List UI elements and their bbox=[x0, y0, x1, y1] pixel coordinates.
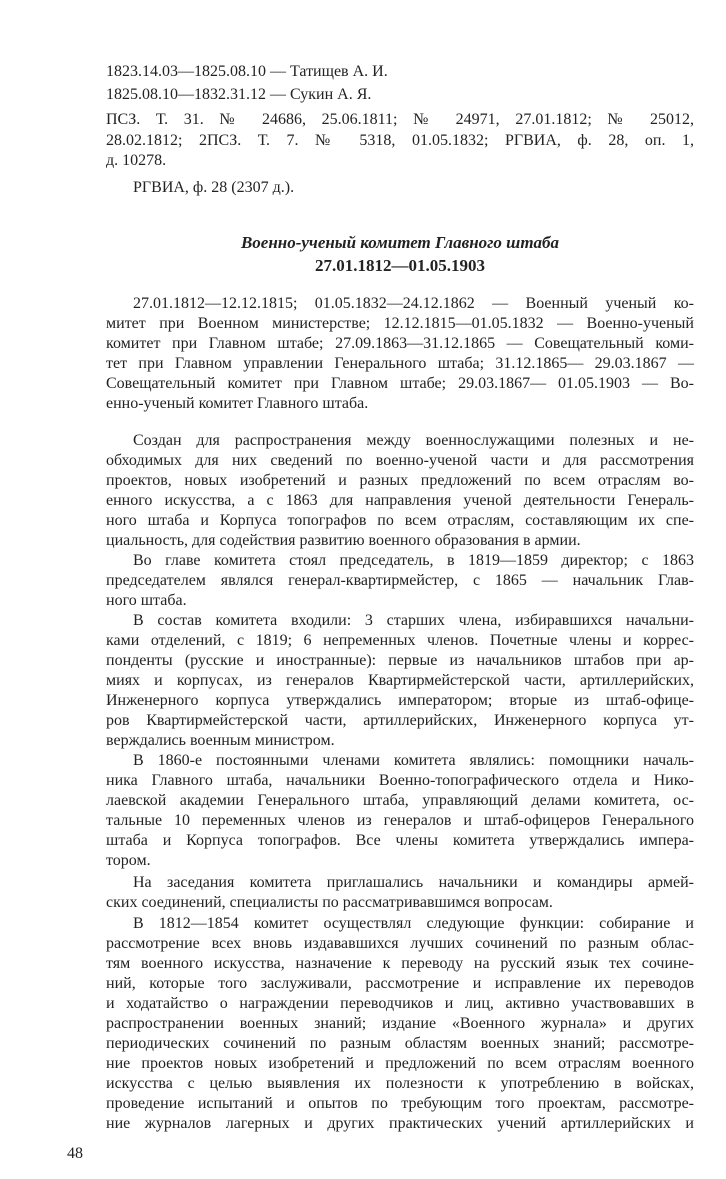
history-line: комитет при Главном штабе; 27.09.1863—31.12.1865 — Совещательный коми- bbox=[106, 335, 694, 352]
paragraph-line: В состав комитета входили: 3 старших члена, избиравшихся начальни- bbox=[133, 612, 694, 629]
page-number: 48 bbox=[67, 1145, 83, 1162]
paragraph-line: рассмотрение всех вновь издававшихся лучших сочинений по разным облас- bbox=[106, 935, 694, 952]
paragraph-line: Инженерного корпуса утверждались императором; вторые из штаб-офице- bbox=[106, 692, 694, 709]
paragraph-line: лаевской академии Генерального штаба, управляющий делами комитета, ос- bbox=[106, 792, 694, 809]
paragraph-line: ного штаба и Корпуса топографов по всем отраслям, составляющим их спе- bbox=[106, 512, 694, 529]
history-line: митет при Военном министерстве; 12.12.1815—01.05.1832 — Военно-ученый bbox=[106, 315, 694, 332]
paragraph-line: ками отделений, с 1819; 6 непременных членов. Почетные члены и коррес- bbox=[106, 632, 694, 649]
source-reference-line: д. 10278. bbox=[106, 152, 167, 169]
paragraph-line: ние проектов новых изобретений и предложений по всем отраслям военного bbox=[106, 1055, 694, 1072]
paragraph-line: На заседания комитета приглашались начальники и командиры армей- bbox=[133, 874, 694, 891]
paragraph-line: ного штаба. bbox=[106, 592, 187, 609]
paragraph-line: председателем являлся генерал-квартирмейстер, с 1865 — начальник Глав- bbox=[106, 572, 694, 589]
paragraph-line: миях и корпусах, из генералов Квартирмейстерской части, артиллерийских, bbox=[106, 672, 694, 689]
paragraph-line: штаба и Корпуса топографов. Все члены комитета утверждались импера- bbox=[106, 832, 694, 849]
paragraph-line: проектов, новых изобретений и разных предложений по всем отраслям во- bbox=[106, 472, 694, 489]
paragraph-line: проведение испытаний и опытов по требующим того проектам, рассмотре- bbox=[106, 1095, 694, 1112]
paragraph-line: В 1860-е постоянными членами комитета являлись: помощники началь- bbox=[133, 752, 694, 769]
paragraph-line: ров Квартирмейстерской части, артиллерийских, Инженерного корпуса ут- bbox=[106, 712, 694, 729]
history-line: енно-ученый комитет Главного штаба. bbox=[106, 395, 369, 412]
paragraph-line: тям военного искусства, назначение к переводу на русский язык тех сочине- bbox=[106, 955, 694, 972]
paragraph-line: Создан для распространения между военнослужащими полезных и не- bbox=[133, 432, 694, 449]
paragraph-line: Во главе комитета стоял председатель, в 1819—1859 директор; с 1863 bbox=[133, 552, 694, 569]
paragraph-line: ние журналов лагерных и других практических учений артиллерийских и bbox=[106, 1115, 694, 1132]
paragraph-line: тором. bbox=[106, 852, 151, 869]
paragraph-line: тальные 10 переменных членов из генералов и штаб-офицеров Генерального bbox=[106, 812, 694, 829]
history-line: Совещательный комитет при Главном штабе; 29.03.1867— 01.05.1903 — Во- bbox=[106, 375, 694, 392]
paragraph-line: искусства с целью выявления их полезности к употреблению в войсках, bbox=[106, 1075, 694, 1092]
paragraph-line: ника Главного штаба, начальники Военно-топографического отдела и Нико- bbox=[106, 772, 694, 789]
section-dates: 27.01.1812—01.05.1903 bbox=[315, 256, 485, 275]
section-title: Военно-ученый комитет Главного штаба bbox=[240, 233, 560, 252]
chairman-dates-line: 1823.14.03—1825.08.10 — Татищев А. И. bbox=[106, 63, 388, 80]
paragraph-line: енного искусства, а с 1863 для направления ученой деятельности Генераль- bbox=[106, 492, 694, 509]
paragraph-line: и ходатайство о награждении переводчиков и лиц, активно участвовавших в bbox=[106, 995, 694, 1012]
paragraph-line: верждались военным министром. bbox=[106, 732, 335, 749]
paragraph-line: В 1812—1854 комитет осуществлял следующие функции: собирание и bbox=[133, 915, 694, 932]
paragraph-line: обходимых для них сведений по военно-ученой части и для рассмотрения bbox=[106, 452, 694, 469]
history-line: тет при Главном управлении Генерального штаба; 31.12.1865— 29.03.1867 — bbox=[106, 355, 694, 372]
paragraph-line: понденты (русские и иностранные): первые из начальников штабов при ар- bbox=[106, 652, 694, 669]
chairman-dates-line: 1825.08.10—1832.31.12 — Сукин А. Я. bbox=[106, 86, 372, 103]
paragraph-line: периодических сочинений по разным областям военных знаний; рассмотре- bbox=[106, 1035, 694, 1052]
history-line: 27.01.1812—12.12.1815; 01.05.1832—24.12.1862 — Военный ученый ко- bbox=[133, 295, 694, 312]
archive-reference: РГВИА, ф. 28 (2307 д.). bbox=[133, 179, 295, 196]
paragraph-line: ний, которые того заслуживали, рассмотрение и исправление их переводов bbox=[106, 975, 694, 992]
source-reference-line: 28.02.1812; 2ПСЗ. Т. 7. № 5318, 01.05.1832; РГВИА, ф. 28, оп. 1, bbox=[106, 132, 694, 149]
paragraph-line: ских соединений, специалисты по рассматривавшимся вопросам. bbox=[106, 894, 553, 911]
source-reference-line: ПСЗ. Т. 31. № 24686, 25.06.1811; № 24971, 27.01.1812; № 25012, bbox=[106, 111, 694, 128]
paragraph-line: распространении военных знаний; издание «Военного журнала» и других bbox=[106, 1015, 694, 1032]
paragraph-line: циальность, для содействия развитию военного образования в армии. bbox=[106, 532, 581, 549]
